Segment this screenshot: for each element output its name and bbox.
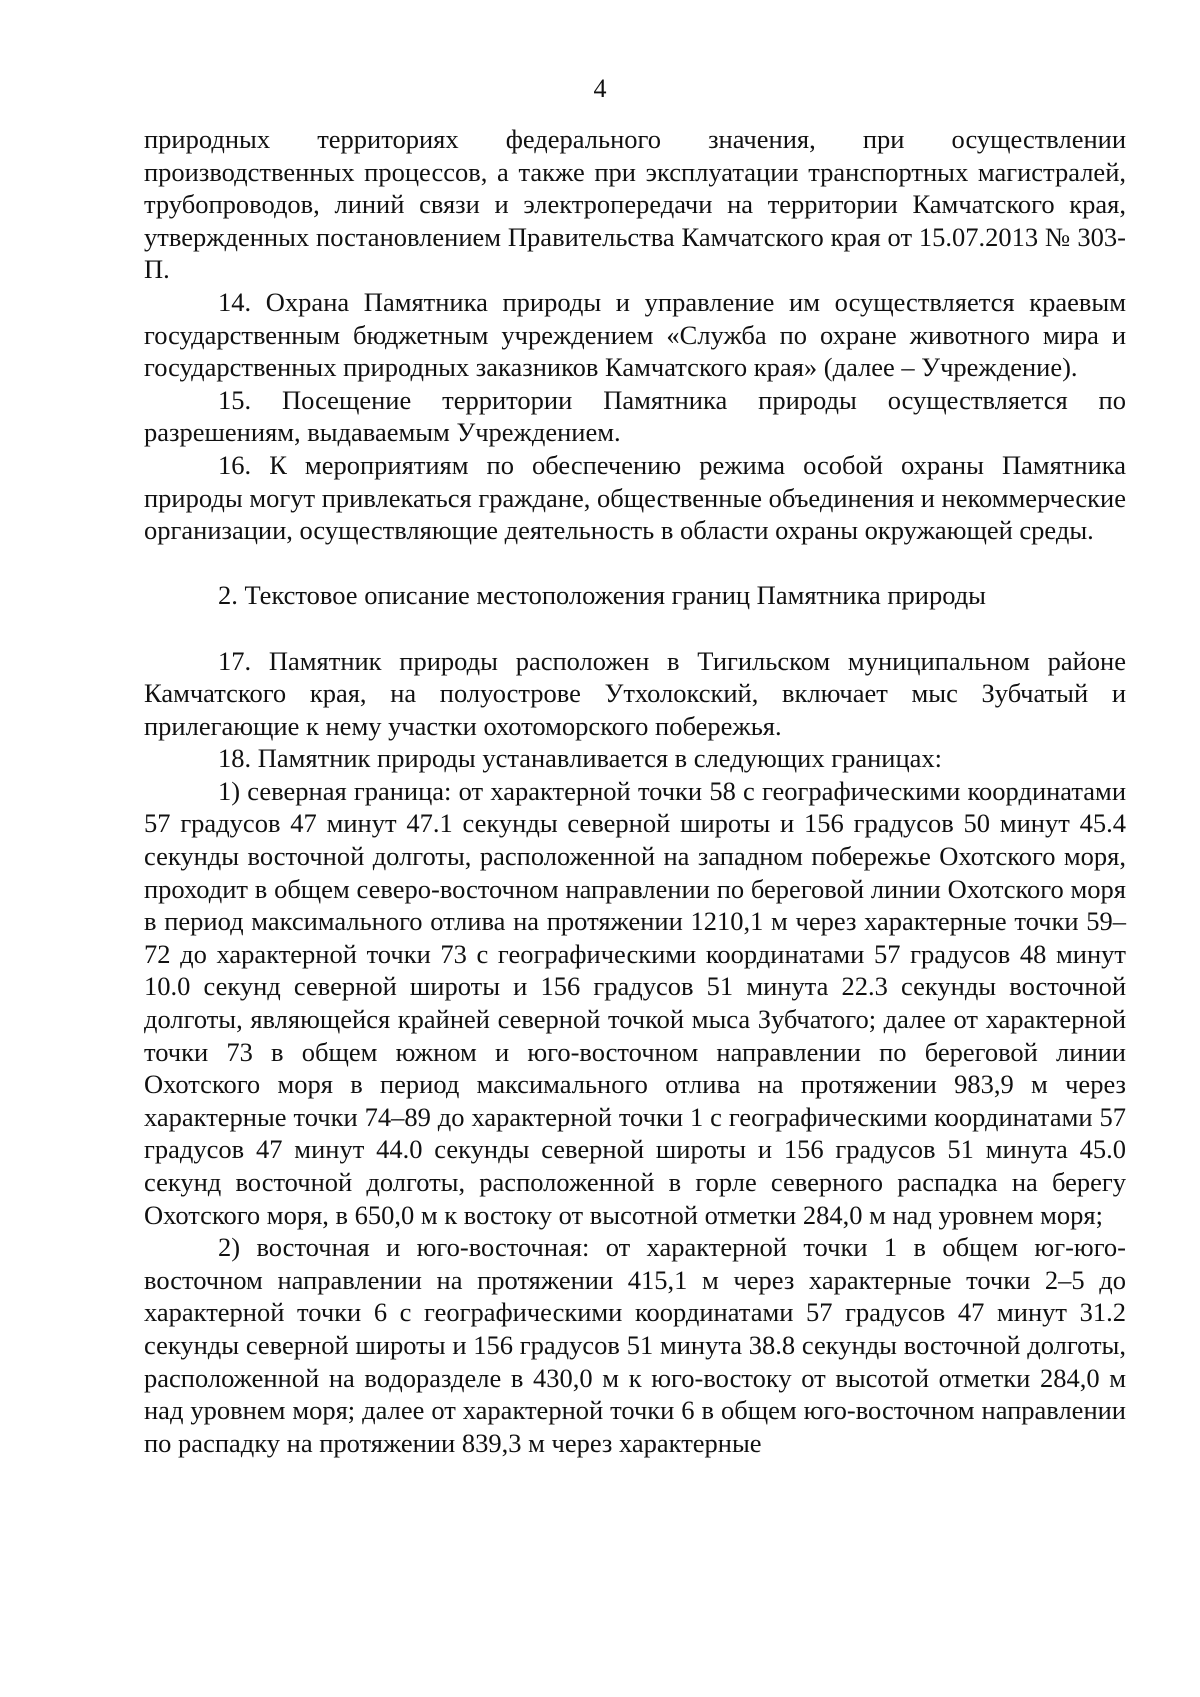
paragraph-15: 15. Посещение территории Памятника природы осуществляется по разрешениям, выдаваемым Учреждением.: [144, 384, 1126, 448]
document-body: [144, 123, 1126, 1459]
paragraph-east-boundary: 2) восточная и юго-восточная: от характерной точки 1 в общем юг-юго-восточном направлении на протяжении 415,1 м через характерные точки 2–5 до характерной точки 6 с географическими координатами 57 градусов 47 минут 31.2 секунды северной широты и 156 градусов 51 минута 38.8 секунды восточной долготы, расположенной на водоразделе в 430,0 м к юго-востоку от высотой отметки 284,0 м над уровнем моря; далее от характерной точки 6 в общем юго-восточном направлении по распадку на протяжении 839,3 м через характерные: [144, 1232, 1126, 1458]
page-number: 4: [593, 74, 607, 103]
paragraph-16: 16. К мероприятиям по обеспечению режима особой охраны Памятника природы могут привлекаться граждане, общественные объединения и некоммерческие организации, осуществляющие деятельность в области охраны окружающей среды.: [144, 449, 1126, 546]
paragraph-north-boundary: 1) северная граница: от характерной точки 58 с географическими координатами 57 градусов 47 минут 47.1 секунды северной широты и 156 градусов 50 минут 45.4 секунды восточной долготы, расположенной на западном побережье Охотского моря, проходит в общем северо-восточном направлении по береговой линии Охотского моря в период максимального отлива на протяжении 1210,1 м через характерные точки 59–72 до характерной точки 73 с географическими координатами 57 градусов 48 минут 10.0 секунд северной широты и 156 градусов 51 минута 22.3 секунды восточной долготы, являющейся крайней северной точкой мыса Зубчатого; далее от характерной точки 73 в общем южном и юго-восточном направлении по береговой линии Охотского моря в период максимального отлива на протяжении 983,9 м через характерные точки 74–89 до характерной точки 1 с географическими координатами 57 градусов 47 минут 44.0 секунды северной широты и 156 градусов 51 минута 45.0 секунд восточной долготы, расположенной в горле северного распадка на берегу Охотского моря, в 650,0 м к востоку от высотной отметки 284,0 м над уровнем моря;: [144, 775, 1126, 1230]
paragraph-18: 18. Памятник природы устанавливается в следующих границах:: [218, 743, 943, 774]
paragraph-17: 17. Памятник природы расположен в Тигильском муниципальном районе Камчатского края, на полуострове Утхолокский, включает мыс Зубчатый и прилегающие к нему участки охотоморского побережья.: [144, 645, 1126, 741]
paragraph-14: 14. Охрана Памятника природы и управление им осуществляется краевым государственным бюджетным учреждением «Служба по охране животного мира и государственных природных заказников Камчатского края» (далее – Учреждение).: [144, 286, 1126, 383]
paragraph-continuation: природных территориях федерального значения, при осуществлении производственных процессов, а также при эксплуатации транспортных магистралей, трубопроводов, линий связи и электропередачи на территории Камчатского края, утвержденных постановлением Правительства Камчатского края от 15.07.2013 № 303-П.: [144, 124, 1126, 285]
section-heading: 2. Текстовое описание местоположения границ Памятника природы: [218, 580, 986, 611]
